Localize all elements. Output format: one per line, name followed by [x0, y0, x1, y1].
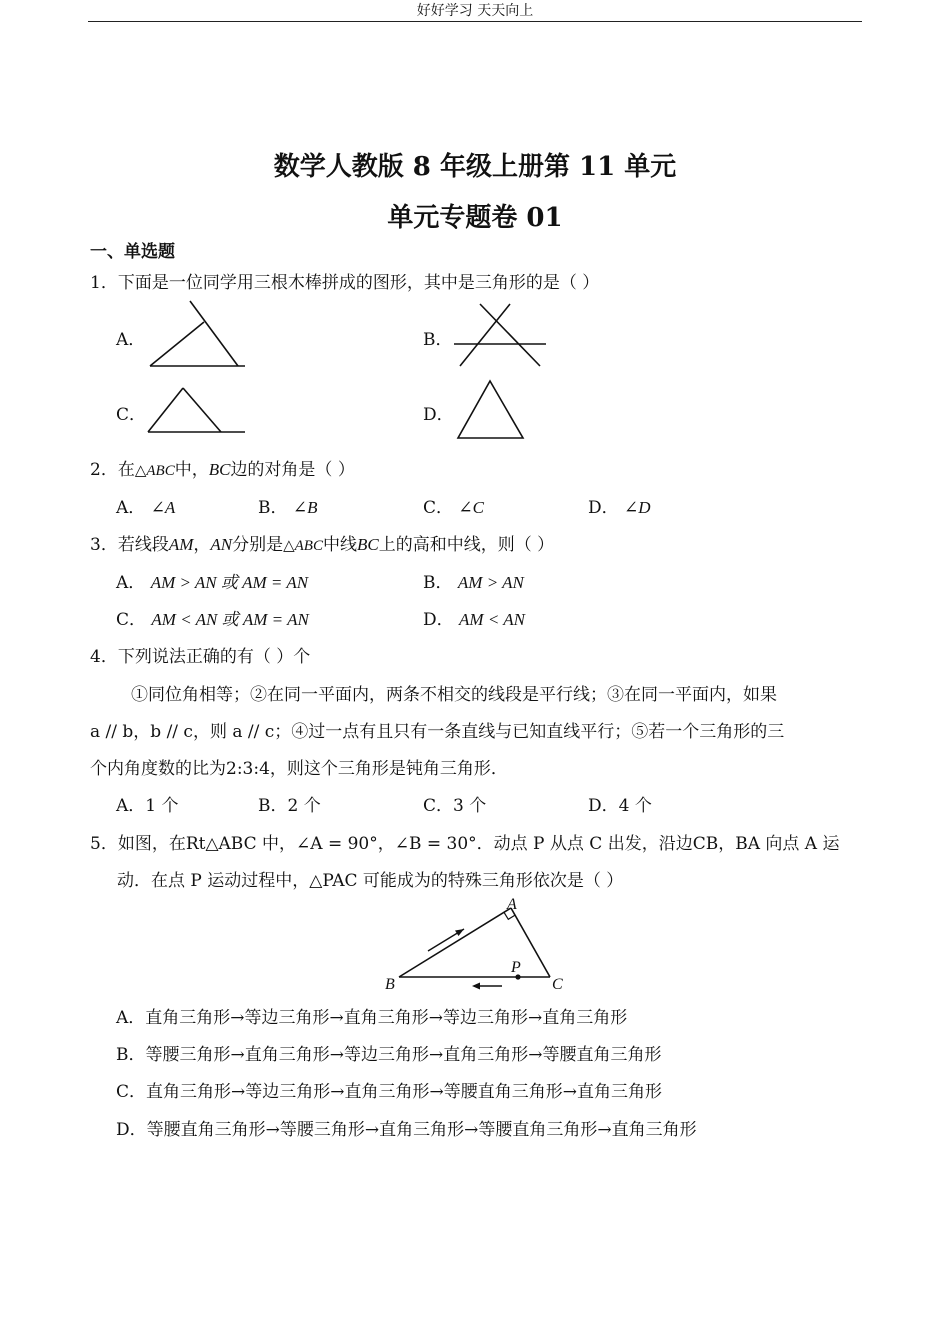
q5-label-c: C: [552, 976, 563, 993]
q3-stem-post: 上的高和中线，则（ ）: [378, 535, 555, 555]
q3-stem-pre: 3．若线段: [90, 535, 169, 555]
question-5-stem-line-2: 动．在点 P 运动过程中，△PAC 可能成为的特殊三角形依次是（ ）: [117, 871, 624, 891]
question-1-stem: 1．下面是一位同学用三根木棒拼成的图形，其中是三角形的是（ ）: [90, 273, 600, 293]
q4-statement-line-1: ①同位角相等；②在同一平面内，两条不相交的线段是平行线；③在同一平面内，如果: [131, 685, 777, 705]
q4-statement-line-3: 个内角度数的比为2:3:4，则这个三角形是钝角三角形．: [90, 759, 508, 779]
q4-opt-d-label: D．: [588, 796, 619, 816]
q5-opt-c-value: 直角三角形→等边三角形→直角三角形→等腰直角三角形→直角三角形: [146, 1082, 662, 1102]
q2-segment-bc: BC: [208, 460, 231, 479]
q3-opt-b-label: B．: [423, 573, 453, 593]
q2-opt-a-label: A．: [116, 498, 146, 518]
q1-option-b-label: B．: [423, 330, 453, 350]
q5-option-a: [116, 1003, 627, 1028]
q5-opt-b-label: B．: [116, 1045, 146, 1065]
q5-option-d: [116, 1115, 697, 1140]
q3-stem-mid: 分别是: [232, 535, 284, 555]
q2-opt-c-label: C．: [423, 498, 454, 518]
q4-opt-b-value: 2 个: [287, 796, 321, 816]
q5-opt-a-value: 直角三角形→等边三角形→直角三角形→等边三角形→直角三角形: [145, 1008, 628, 1028]
q3-stem-mid2: 中线: [322, 535, 357, 555]
q5-opt-b-value: 等腰三角形→直角三角形→等边三角形→直角三角形→等腰直角三角形: [145, 1045, 662, 1065]
q5-label-a: A: [507, 896, 517, 913]
q5-option-b: [116, 1040, 661, 1065]
q2-opt-d-label: D．: [588, 498, 619, 518]
q5-option-c: [116, 1077, 662, 1102]
q3-opt-c-value: AM < AN 或 AM = AN: [151, 610, 309, 629]
q3-comma: ，: [193, 535, 211, 555]
q4-option-a: [116, 791, 179, 816]
q3-am: AM: [168, 535, 194, 554]
q2-opt-a-value: ∠A: [150, 498, 176, 517]
question-2-stem: [90, 455, 355, 480]
section-heading: 一、单选题: [90, 242, 175, 262]
question-5-stem-line-1: 5．如图，在Rt△ABC 中，∠A = 90°，∠B = 30°．动点 P 从点 C 出发，沿边CB，BA 向点 A 运: [90, 834, 840, 854]
q3-option-c: [116, 605, 309, 630]
q2-option-b: [258, 493, 318, 518]
q3-triangle: △ABC: [283, 538, 323, 554]
doc-title: 数学人教版 8 年级上册第 11 单元: [273, 152, 677, 182]
q2-opt-b-label: B．: [258, 498, 288, 518]
q4-opt-c-value: 3 个: [453, 796, 487, 816]
q3-option-d: [423, 605, 525, 630]
q2-triangle: △ABC: [134, 463, 175, 479]
q4-opt-d-value: 4 个: [618, 796, 652, 816]
q3-bc: BC: [356, 535, 379, 554]
q2-opt-c-value: ∠C: [458, 498, 485, 517]
q2-option-c: [423, 493, 484, 518]
q2-option-a: [116, 493, 175, 518]
q3-opt-b-value: AM > AN: [457, 573, 524, 592]
q3-opt-a-value: AM > AN 或 AM = AN: [150, 573, 309, 592]
q1-figure-d: [448, 375, 533, 445]
q3-option-a: [116, 568, 308, 593]
q5-label-b: B: [385, 976, 395, 993]
q2-stem-post: 边的对角是（ ）: [230, 460, 355, 480]
q4-statement-line-2: a // b，b // c，则 a // c；④过一点有且只有一条直线与已知直线平行；⑤若一个三角形的三: [90, 722, 785, 742]
q3-an: AN: [210, 535, 233, 554]
q3-opt-a-label: A．: [116, 573, 146, 593]
question-3-stem: [90, 530, 554, 555]
q2-stem-pre: 2．在: [90, 460, 135, 480]
q4-option-d: [588, 791, 652, 816]
q1-figure-a: [140, 295, 255, 375]
page-header: 好好学习 天天向上: [416, 3, 534, 19]
q4-option-c: [423, 791, 486, 816]
header-rule: [88, 21, 862, 22]
q5-triangle-figure: [380, 893, 575, 993]
q2-option-d: [588, 493, 651, 518]
q4-opt-b-label: B．: [258, 796, 288, 816]
q2-opt-d-value: ∠D: [624, 498, 651, 517]
q5-opt-d-label: D．: [116, 1120, 147, 1140]
q3-option-b: [423, 568, 524, 593]
q3-opt-d-label: D．: [423, 610, 454, 630]
q1-option-d-label: D．: [423, 405, 454, 425]
q1-figure-c: [140, 378, 255, 438]
q2-opt-b-value: ∠B: [292, 498, 318, 517]
q4-opt-a-value: 1 个: [145, 796, 179, 816]
q5-label-p: P: [511, 959, 521, 976]
q1-option-a-label: A．: [116, 330, 146, 350]
q1-option-c-label: C．: [116, 405, 147, 425]
q2-stem-mid: 中，: [174, 460, 209, 480]
q4-opt-a-label: A．: [116, 796, 146, 816]
q3-opt-d-value: AM < AN: [459, 610, 525, 629]
q3-opt-c-label: C．: [116, 610, 147, 630]
q1-figure-b: [448, 295, 553, 375]
q5-opt-c-label: C．: [116, 1082, 147, 1102]
q4-opt-c-label: C．: [423, 796, 454, 816]
question-4-stem: 4．下列说法正确的有（ ）个: [90, 647, 311, 667]
doc-subtitle: 单元专题卷 01: [387, 203, 563, 233]
q5-opt-d-value: 等腰直角三角形→等腰三角形→直角三角形→等腰直角三角形→直角三角形: [146, 1120, 697, 1140]
q4-option-b: [258, 791, 321, 816]
q5-opt-a-label: A．: [116, 1008, 146, 1028]
